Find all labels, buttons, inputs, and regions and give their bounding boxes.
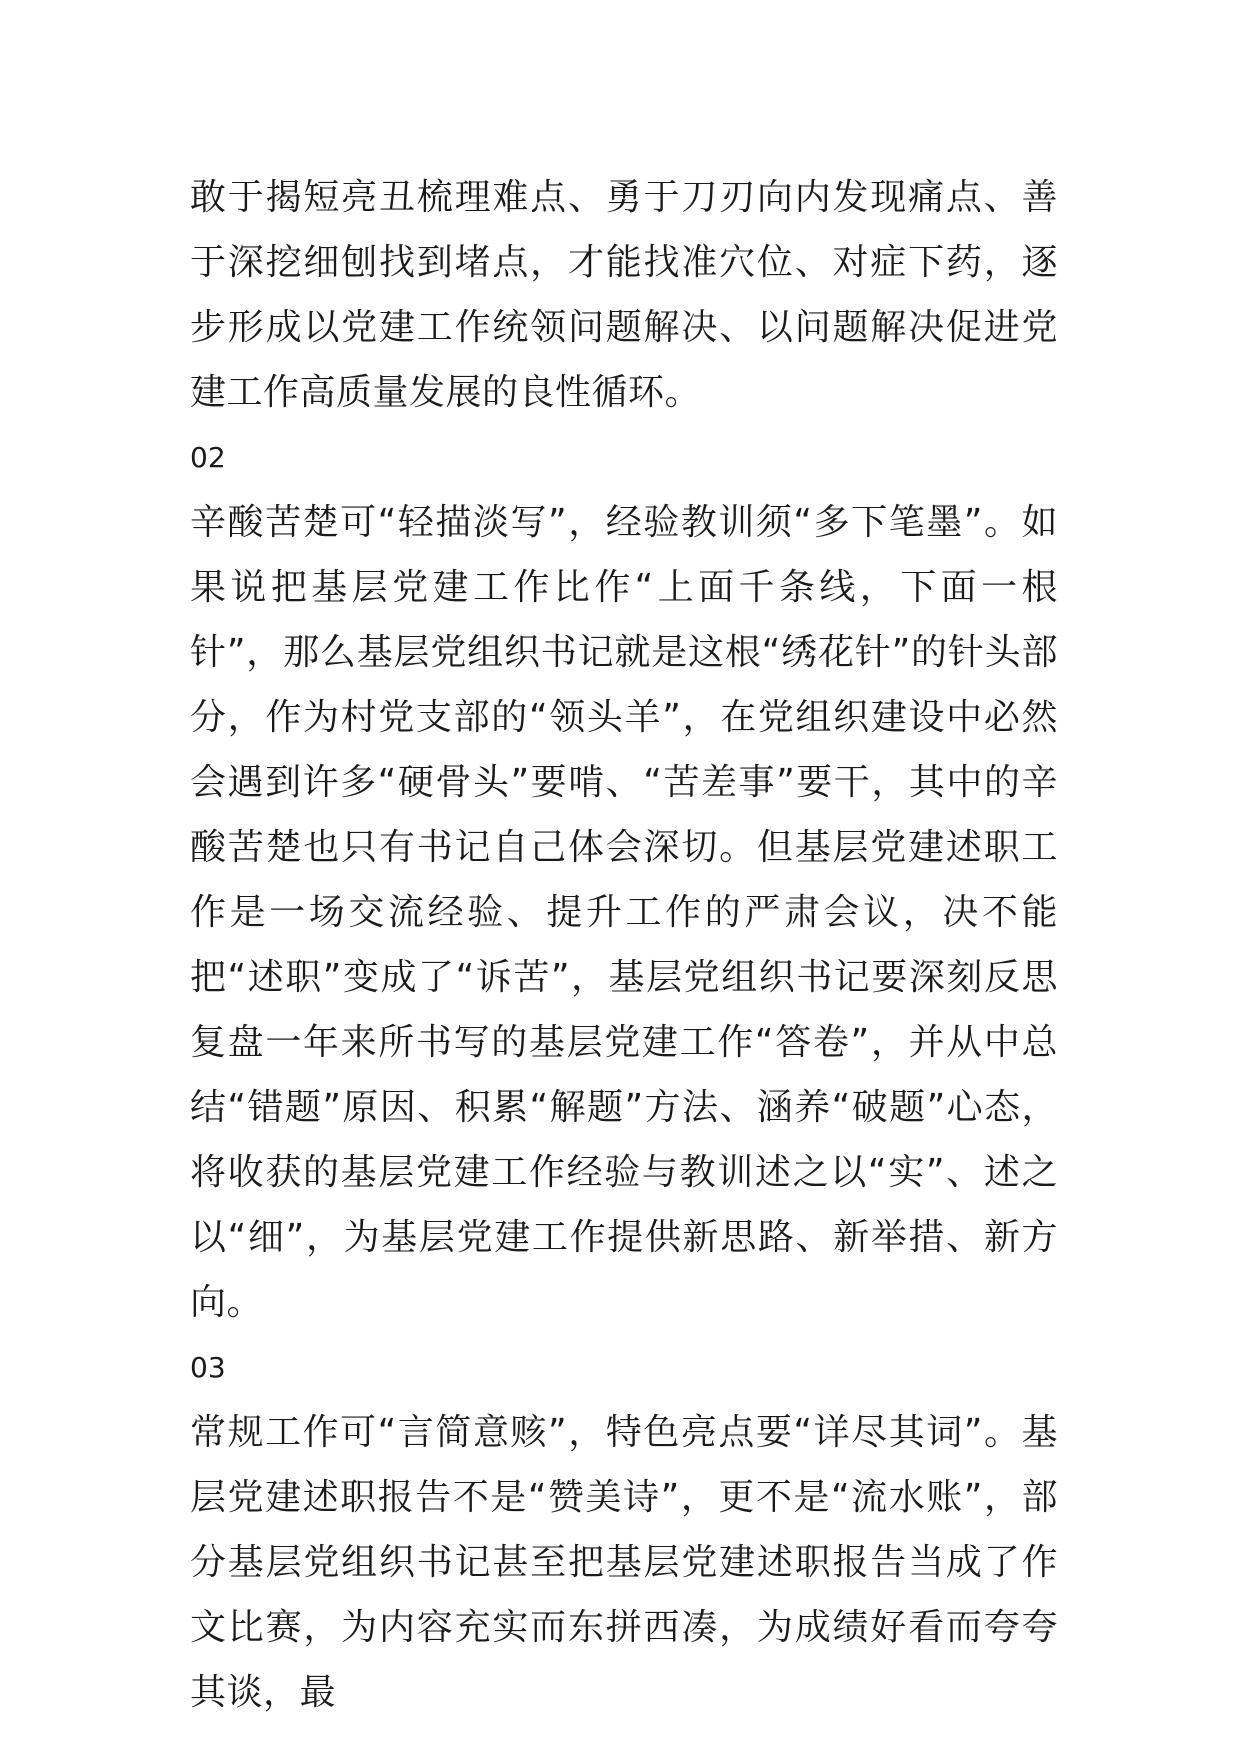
document-body bbox=[190, 165, 1058, 1725]
section-paragraph-02: 辛酸苦楚可“轻描淡写”，经验教训须“多下笔墨”。如果说把基层党建工作比作“上面千条线，下面一根针”，那么基层党组织书记就是这根“绣花针”的针头部分，作为村党支部的“领头羊”，在党组织建设中必然会遇到许多“硬骨头”要啃、“苦差事”要干，其中的辛酸苦楚也只有书记自己体会深切。但基层党建述职工作是一场交流经验、提升工作的严肃会议，决不能把“述职”变成了“诉苦”，基层党组织书记要深刻反思复盘一年来所书写的基层党建工作“答卷”，并从中总结“错题”原因、积累“解题”方法、涵养“破题”心态，将收获的基层党建工作经验与教训述之以“实”、述之以“细”，为基层党建工作提供新思路、新举措、新方向。 bbox=[190, 502, 1058, 1323]
intro-paragraph: 敢于揭短亮丑梳理难点、勇于刀刃向内发现痛点、善于深挖细刨找到堵点，才能找准穴位、对症下药，逐步形成以党建工作统领问题解决、以问题解决促进党建工作高质量发展的良性循环。 bbox=[190, 177, 1058, 413]
section-paragraph-03: 常规工作可“言简意赅”，特色亮点要“详尽其词”。基层党建述职报告不是“赞美诗”，更不是“流水账”，部分基层党组织书记甚至把基层党建述职报告当成了作文比赛，为内容充实而东拼西凑，为成绩好看而夸夸其谈，最 bbox=[190, 1412, 1058, 1713]
section-number-02: 02 bbox=[190, 441, 226, 474]
section-number-03: 03 bbox=[190, 1351, 226, 1384]
